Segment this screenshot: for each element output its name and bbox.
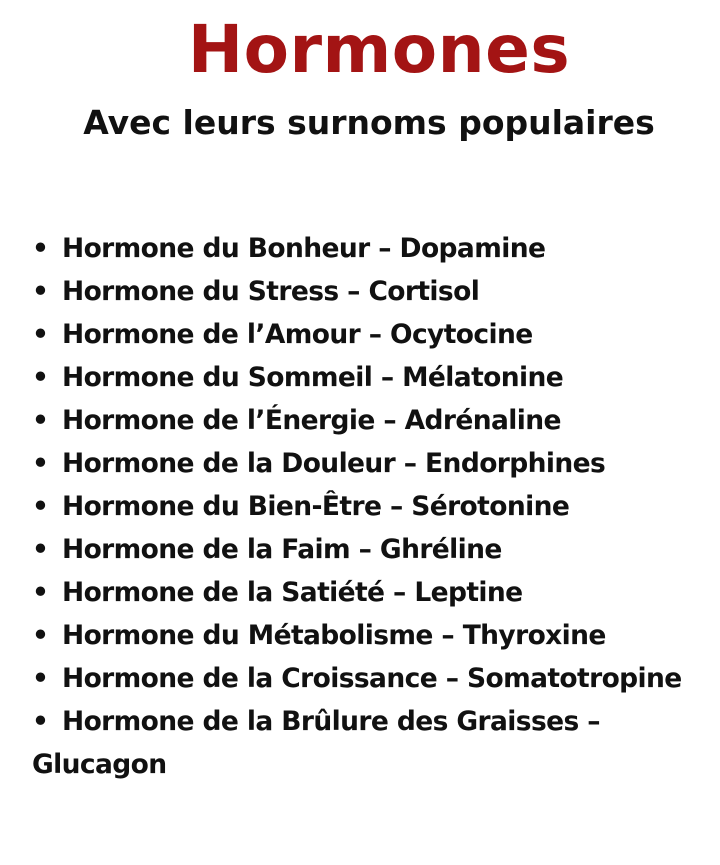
page-subtitle: Avec leurs surnoms populaires xyxy=(83,103,655,142)
list-item: • Hormone du Bien-Être – Sérotonine xyxy=(32,485,712,528)
page-title: Hormones xyxy=(187,11,571,88)
hormone-list xyxy=(32,227,712,786)
list-item: • Hormone de la Faim – Ghréline xyxy=(32,528,712,571)
list-item: • Hormone du Métabolisme – Thyroxine xyxy=(32,614,712,657)
list-item: • Hormone de la Brûlure des Graisses – Glucagon xyxy=(32,700,712,786)
list-item: • Hormone de la Douleur – Endorphines xyxy=(32,442,712,485)
list-item: • Hormone de la Satiété – Leptine xyxy=(32,571,712,614)
list-item: • Hormone du Stress – Cortisol xyxy=(32,270,712,313)
list-item: • Hormone de l’Énergie – Adrénaline xyxy=(32,399,712,442)
list-item: • Hormone de la Croissance – Somatotropine xyxy=(32,657,712,700)
list-item: • Hormone du Sommeil – Mélatonine xyxy=(32,356,712,399)
list-item: • Hormone du Bonheur – Dopamine xyxy=(32,227,712,270)
list-item: • Hormone de l’Amour – Ocytocine xyxy=(32,313,712,356)
